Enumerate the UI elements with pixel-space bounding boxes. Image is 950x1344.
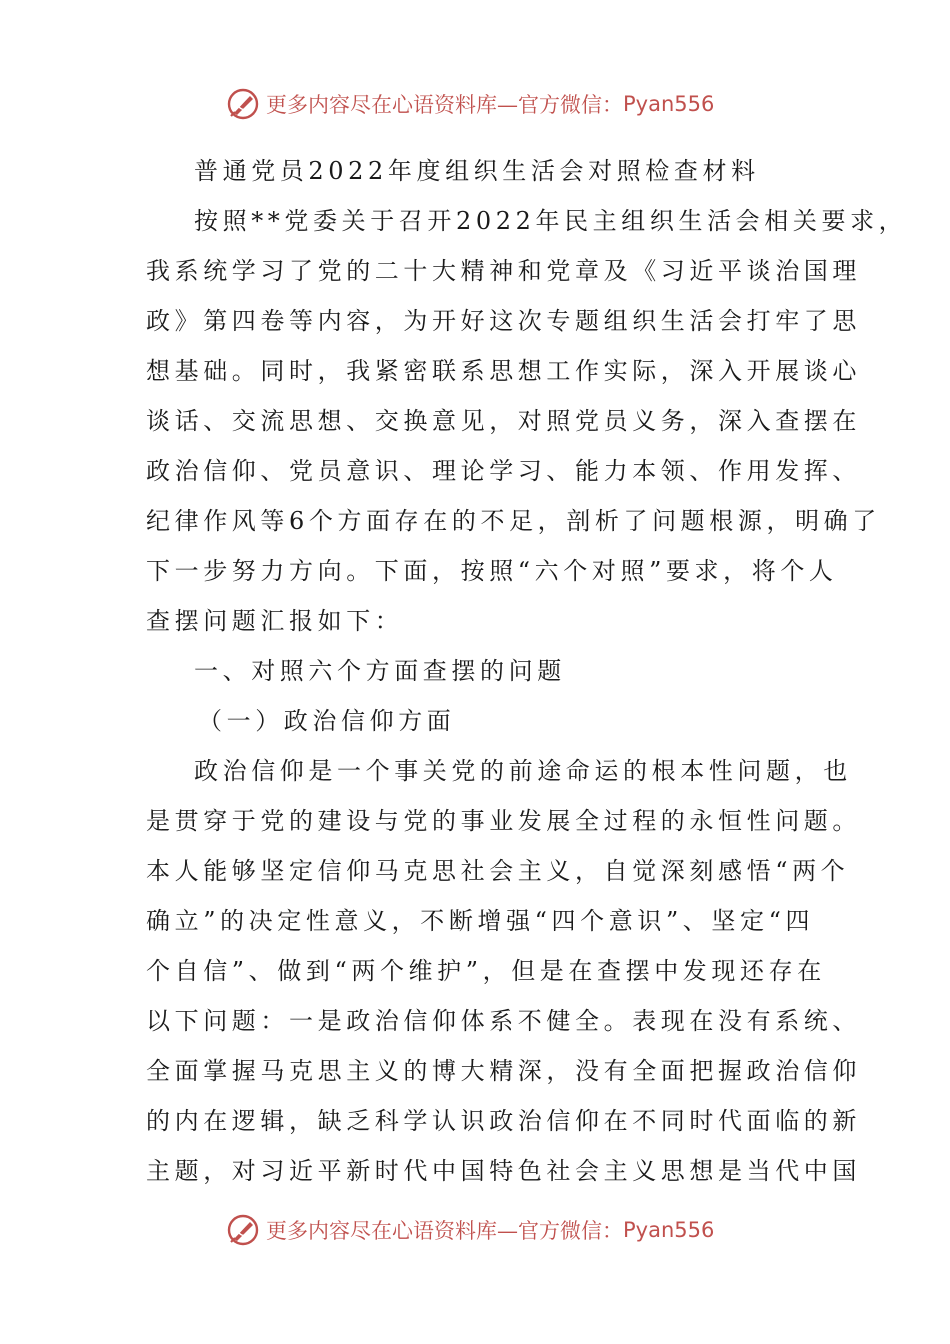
- watermark-footer: [226, 1212, 746, 1248]
- document-title: 普通党员2022年度组织生活会对照检查材料: [194, 157, 760, 185]
- watermark-header: [226, 86, 746, 122]
- paragraph-line: 下一步努力方向。下面，按照“六个对照”要求，将个人: [146, 557, 838, 585]
- paragraph-line: 本人能够坚定信仰马克思社会主义，自觉深刻感悟“两个: [146, 857, 850, 885]
- paragraph-line: 是贯穿于党的建设与党的事业发展全过程的永恒性问题。: [146, 807, 861, 835]
- paragraph-line: 想基础。同时，我紧密联系思想工作实际，深入开展谈心: [146, 357, 861, 385]
- section-heading: 一、对照六个方面查摆的问题: [194, 657, 566, 685]
- paragraph-line: 个自信”、做到“两个维护”，但是在查摆中发现还存在: [146, 957, 826, 985]
- paragraph-line: 政治信仰是一个事关党的前途命运的根本性问题，也: [194, 757, 852, 785]
- watermark-text: 更多内容尽在心语资料库—官方微信：: [266, 1219, 623, 1243]
- subsection-heading: （一）政治信仰方面: [198, 707, 456, 735]
- paragraph-line: 主题，对习近平新时代中国特色社会主义思想是当代中国: [146, 1157, 861, 1185]
- paragraph-line: 按照**党委关于召开2022年民主组织生活会相关要求，: [194, 207, 908, 235]
- paragraph-line: 查摆问题汇报如下：: [146, 607, 404, 635]
- quill-logo-icon: [226, 87, 260, 121]
- paragraph-line: 政治信仰、党员意识、理论学习、能力本领、作用发挥、: [146, 457, 861, 485]
- watermark-handle: Pyan556: [623, 92, 715, 116]
- watermark-handle: Pyan556: [623, 1218, 715, 1242]
- watermark-text: 更多内容尽在心语资料库—官方微信：: [266, 93, 623, 117]
- quill-logo-icon: [226, 1213, 260, 1247]
- paragraph-line: 我系统学习了党的二十大精神和党章及《习近平谈治国理: [146, 257, 861, 285]
- document-body: [146, 146, 908, 1196]
- paragraph-line: 政》第四卷等内容，为开好这次专题组织生活会打牢了思: [146, 307, 861, 335]
- paragraph-line: 全面掌握马克思主义的博大精深，没有全面把握政治信仰: [146, 1057, 861, 1085]
- paragraph-line: 的内在逻辑，缺乏科学认识政治信仰在不同时代面临的新: [146, 1107, 861, 1135]
- paragraph-line: 谈话、交流思想、交换意见，对照党员义务，深入查摆在: [146, 407, 861, 435]
- paragraph-line: 以下问题：一是政治信仰体系不健全。表现在没有系统、: [146, 1007, 861, 1035]
- paragraph-line: 确立”的决定性意义，不断增强“四个意识”、坚定“四: [146, 907, 815, 935]
- paragraph-line: 纪律作风等6个方面存在的不足，剖析了问题根源，明确了: [146, 507, 881, 535]
